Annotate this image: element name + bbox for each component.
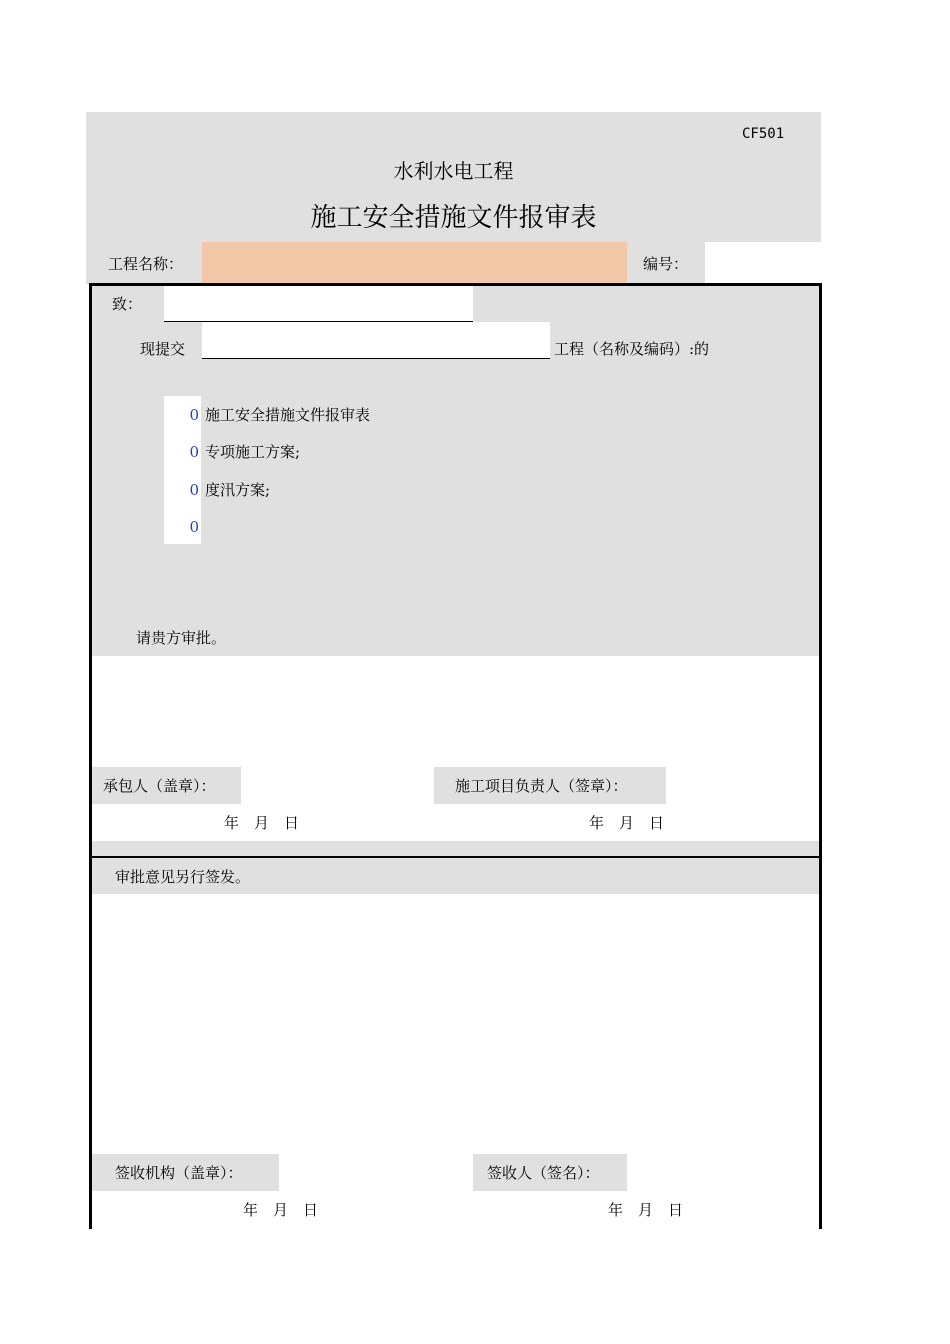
number-label: 编号： [643,255,689,273]
number-field[interactable] [705,242,821,284]
item-1-label: 施工安全措施文件报审表 [205,406,371,424]
body-right-border [819,283,822,1229]
org-label: 签收机构（盖章）： [115,1164,243,1182]
project-name-label: 工程名称： [108,255,184,273]
section-gap [92,841,819,857]
item-4-number: 0 [189,518,199,536]
project-name-field[interactable] [202,242,627,284]
body-top-border [89,283,822,286]
to-label: 致： [112,295,143,313]
person-date: 年 月 日 [608,1201,684,1219]
body-left-border [89,283,92,1229]
person-label: 签收人（签名）： [487,1164,600,1182]
submit-underline [202,358,550,359]
item-3-number: 0 [189,481,199,499]
to-field[interactable] [164,286,473,322]
manager-date: 年 月 日 [589,814,665,832]
form-code: CF501 [742,126,785,142]
approval-request: 请贵方审批。 [136,629,227,647]
contractor-label: 承包人（盖章）： [103,777,216,795]
org-date: 年 月 日 [243,1201,319,1219]
contractor-date: 年 月 日 [224,814,300,832]
form-subtitle: 水利水电工程 [393,159,514,183]
item-3-label: 度汛方案; [205,481,271,499]
item-1-number: 0 [189,406,199,424]
item-2-label: 专项施工方案; [205,443,301,461]
submit-field[interactable] [202,322,550,358]
submit-prefix: 现提交 [140,340,186,358]
manager-label: 施工项目负责人（签章）： [455,777,628,795]
form-title: 施工安全措施文件报审表 [310,203,597,233]
item-2-number: 0 [189,443,199,461]
approval-note: 审批意见另行签发。 [115,868,251,886]
submit-suffix: 工程（名称及编码）:的 [554,340,710,358]
